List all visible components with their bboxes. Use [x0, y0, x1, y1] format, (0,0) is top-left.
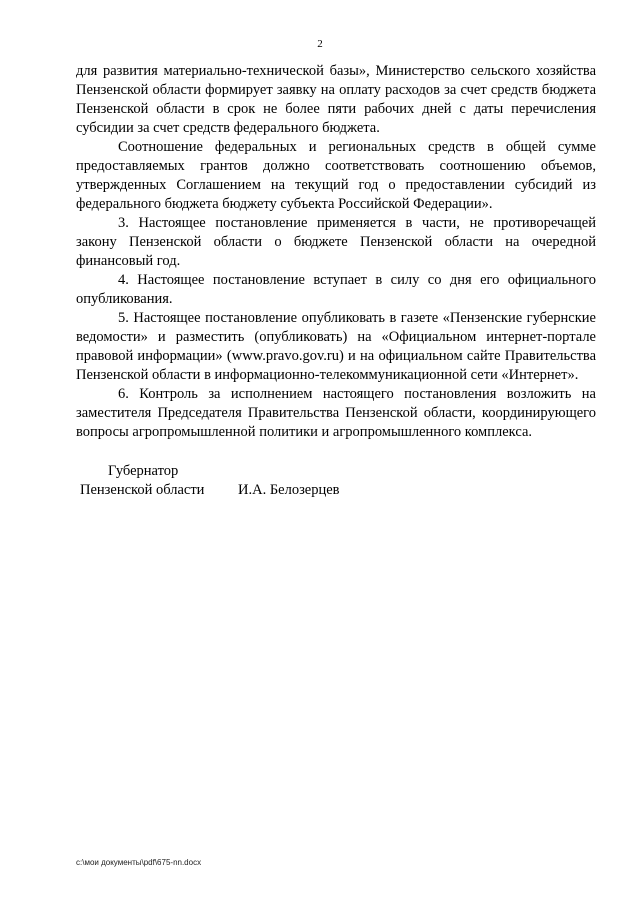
paragraph-item-6: 6. Контроль за исполнением настоящего постановления возложить на заместителя Председателя Правительства Пензенской области, координирующего вопросы агропромышленной политики и агропромышленного комплекса.	[76, 386, 596, 440]
signatory-name: И.А. Белозерцев	[238, 482, 340, 498]
paragraph-item-4: 4. Настоящее постановление вступает в силу со дня его официального опубликования.	[76, 272, 596, 307]
document-body	[76, 62, 596, 442]
paragraph-item-5: 5. Настоящее постановление опубликовать в газете «Пензенские губернские ведомости» и разместить (опубликовать) на «Официальном интернет-портале правовой информации» (www.pravo.gov.ru) и на официальном сайте Правительства Пензенской области в информационно-телекоммуникационной сети «Интернет».	[76, 310, 596, 383]
signatory-title-line2: Пензенской области	[80, 482, 205, 498]
paragraph-continuation: для развития материально-технической базы», Министерство сельского хозяйства Пензенской области формирует заявку на оплату расходов за счет средств бюджета Пензенской области в срок не более пяти рабочих дней с даты перечисления субсидии за счет средств федерального бюджета.	[76, 63, 596, 136]
paragraph-funding-ratio: Соотношение федеральных и региональных средств в общей сумме предоставляемых грантов должно соответствовать соотношению объемов, утвержденных Соглашением на текущий год о предоставлении субсидий из федерального бюджета бюджету субъекта Российской Федерации».	[76, 139, 596, 212]
signatory-title-line1: Губернатор	[108, 463, 179, 479]
file-path-footer: c:\мои документы\pdf\675-nn.docx	[76, 858, 202, 867]
page-number: 2	[317, 38, 323, 50]
paragraph-item-3: 3. Настоящее постановление применяется в части, не противоречащей закону Пензенской области о бюджете Пензенской области на очередной финансовый год.	[76, 215, 596, 269]
